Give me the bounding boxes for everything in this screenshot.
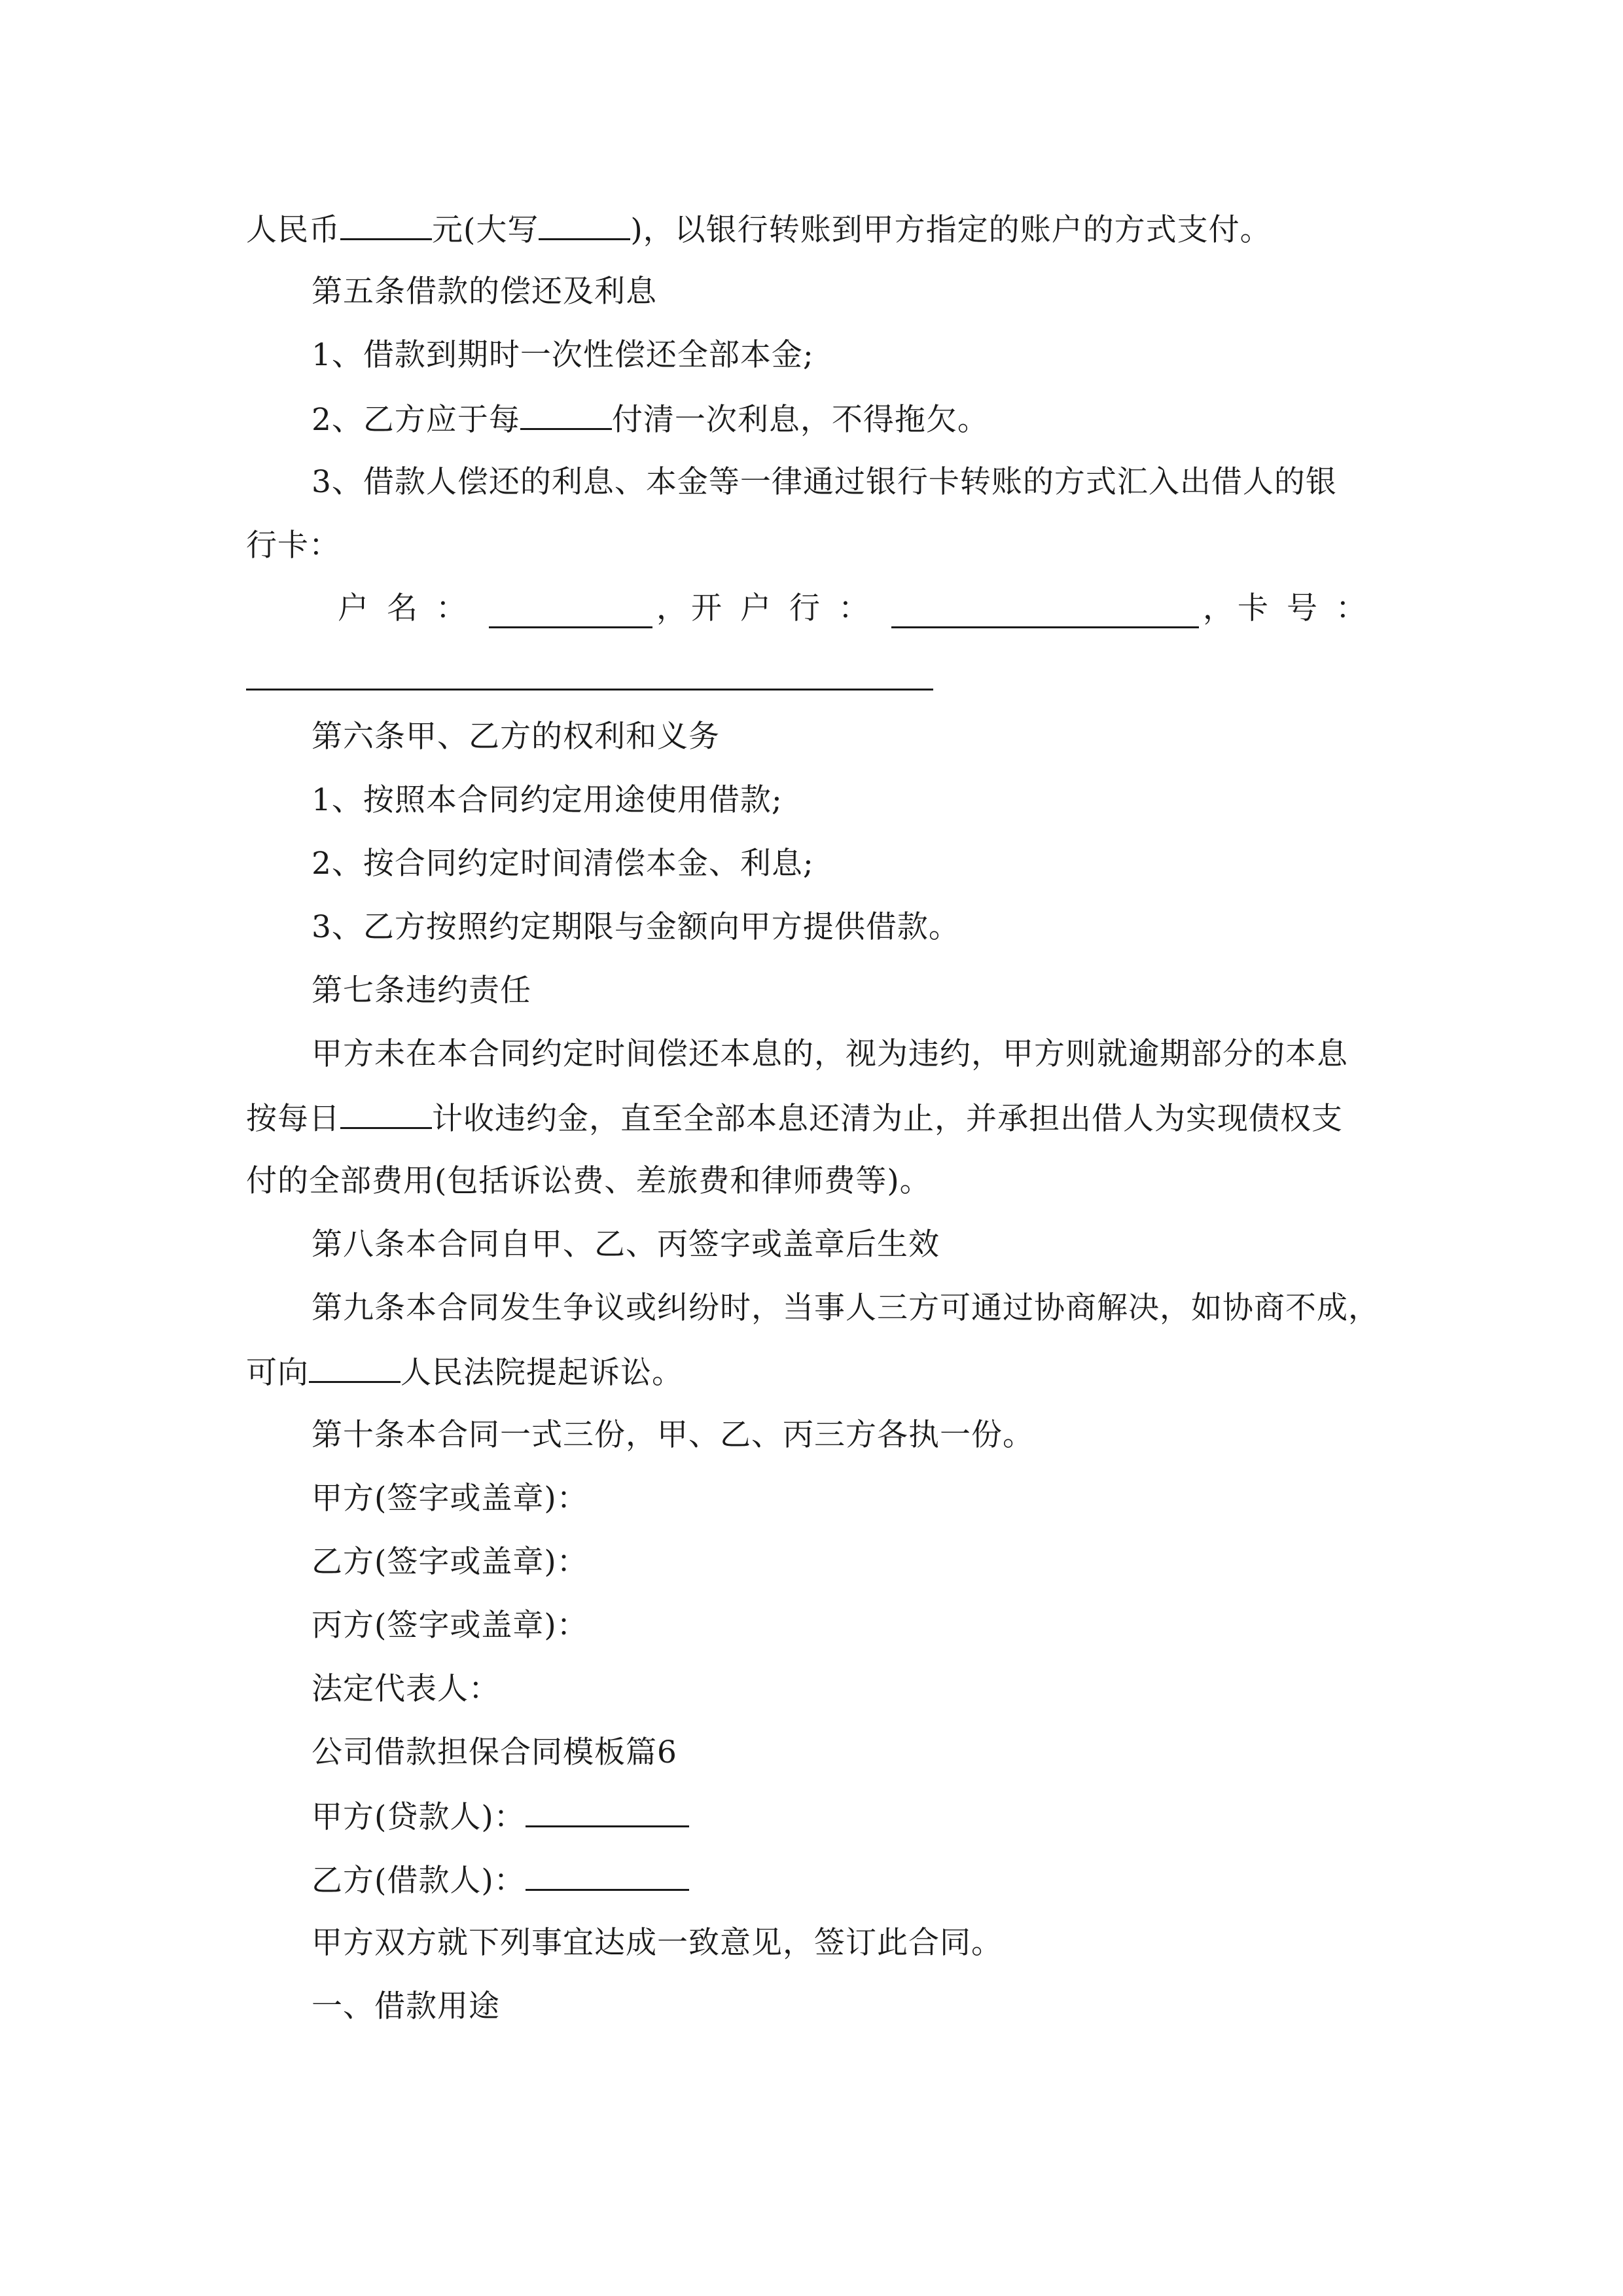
article-6-title: 第六条甲、乙方的权利和义务 (312, 719, 720, 755)
text-payment-method: )，以银行转账到甲方指定的账户的方式支付。 (630, 212, 1272, 248)
card-number-blank (246, 689, 933, 691)
signature-party-c: 丙方(签字或盖章)： (312, 1607, 588, 1643)
article-10: 第十条本合同一式三份，甲、乙、丙三方各执一份。 (312, 1417, 1034, 1453)
signature-party-b: 乙方(签字或盖章)： (312, 1544, 588, 1580)
agreement-statement: 甲方双方就下列事宜达成一致意见，签订此合同。 (312, 1925, 1003, 1961)
borrower-line (312, 1860, 1450, 1901)
article-7-para-1: 甲方未在本合同约定时间偿还本息的，视为违约，甲方则就逾期部分的本息 (312, 1036, 1348, 1072)
penalty-rate-blank (340, 1098, 432, 1129)
next-contract-title: 公司借款担保合同模板篇6 (312, 1734, 677, 1770)
article-6-item-2: 2、按合同约定时间清偿本金、利息; (312, 846, 814, 882)
article-5-item-1: 1、借款到期时一次性偿还全部本金; (312, 337, 814, 373)
lender-label: 甲方(贷款人)： (312, 1799, 526, 1835)
article-5-title: 第五条借款的偿还及利息 (312, 274, 657, 310)
text-capital: 元(大写 (432, 212, 539, 248)
article-5-item-3-cont: 行卡： (246, 528, 340, 564)
text-court-prefix: 可向 (246, 1355, 309, 1391)
article-7-para-2 (246, 1098, 1385, 1139)
section-1-title: 一、借款用途 (312, 1988, 500, 2024)
article-7-title: 第七条违约责任 (312, 973, 531, 1009)
interest-period-blank (520, 399, 612, 430)
account-info-row (338, 589, 1385, 628)
article-5-item-3: 3、借款人偿还的利息、本金等一律通过银行卡转账的方式汇入出借人的银 (312, 464, 1337, 500)
comma: ， (656, 590, 687, 626)
bank-label: 开户行： (691, 590, 887, 626)
text-rmb: 人民币 (246, 212, 340, 248)
text-penalty: 计收违约金，直至全部本息还清为止，并承担出借人为实现债权支 (432, 1101, 1343, 1137)
article-9-cont (246, 1352, 1385, 1393)
legal-representative: 法定代表人： (312, 1671, 500, 1707)
payment-line (246, 209, 1385, 250)
court-blank (309, 1352, 401, 1383)
lender-line (312, 1797, 1450, 1837)
text-daily: 按每日 (246, 1101, 340, 1137)
article-6-item-3: 3、乙方按照约定期限与金额向甲方提供借款。 (312, 909, 960, 945)
lender-blank (526, 1797, 689, 1827)
comma: ， (1203, 590, 1234, 626)
card-number-label: 卡号： (1238, 590, 1385, 626)
article-5-item-2 (312, 399, 1450, 440)
signature-party-a: 甲方(签字或盖章)： (312, 1480, 588, 1516)
bank-blank (891, 598, 1199, 628)
text-court-suffix: 人民法院提起诉讼。 (401, 1355, 683, 1391)
amount-blank (340, 209, 432, 240)
text-interest-pay: 付清一次利息，不得拖欠。 (611, 402, 989, 438)
article-7-para-3: 付的全部费用(包括诉讼费、差旅费和律师费等)。 (246, 1163, 931, 1199)
borrower-blank (526, 1860, 689, 1891)
account-name-blank (489, 598, 652, 628)
text-interest-period: 2、乙方应于每 (312, 402, 520, 438)
account-name-label: 户名： (338, 590, 485, 626)
capital-amount-blank (539, 209, 630, 240)
article-6-item-1: 1、按照本合同约定用途使用借款; (312, 782, 783, 818)
borrower-label: 乙方(借款人)： (312, 1863, 526, 1899)
article-8: 第八条本合同自甲、乙、丙签字或盖章后生效 (312, 1227, 940, 1263)
article-9: 第九条本合同发生争议或纠纷时，当事人三方可通过协商解决，如协商不成， (312, 1290, 1380, 1326)
